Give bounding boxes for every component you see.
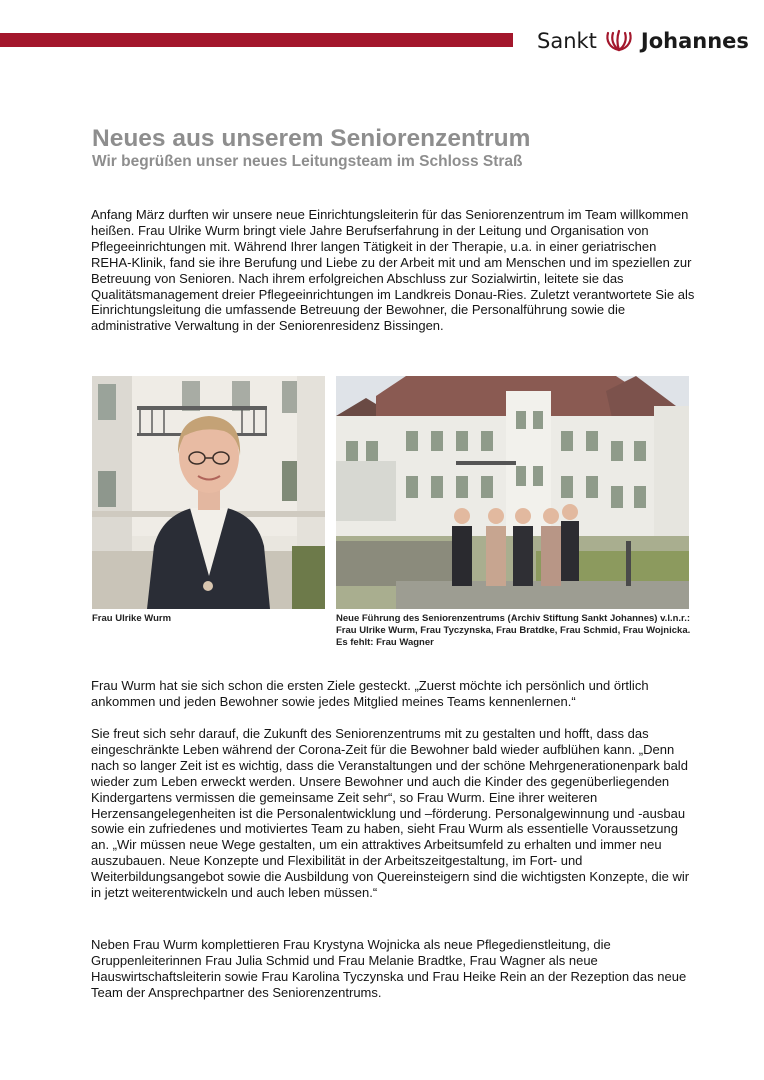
- paragraph-goals: Frau Wurm hat sie sich schon die ersten Ziele gesteckt. „Zuerst möchte ich persönlich und örtlich ankommen und jeden Bewohner sowie jedes Mitglied meines Teams kennenlernen.“: [91, 678, 649, 709]
- sankt-johannes-logo-icon: [603, 28, 635, 54]
- paragraph-future: Sie freut sich sehr darauf, die Zukunft des Seniorenzentrums mit zu gestalten und hofft, dass das eingeschränkte Leben während der Corona-Zeit für die Bewohner bald wieder aufblühen kann. „Denn nach so langer Zeit ist es wichtig, dass die Veranstaltungen und der schöne Mehrgenerationenpark bald wieder zum Leben erweckt werden. Unsere Bewohner und auch die Kinder des gegenüberliegenden Kindergartens vermissen die gemeinsame Zeit sehr“, so Frau Wurm. Eine ihrer weiteren Herzensangelegenheiten ist die Personalentwicklung und –förderung. Personalgewinnung und -ausbau sowie ein zufriedenes und motiviertes Team zu haben, sieht Frau Wurm als essentielle Voraussetzung an. „Wir müssen neue Wege gestalten, um ein attraktives Arbeitsumfeld zu erhalten und immer neu auszubauen. Neue Konzepte und Flexibilität in der Arbeitszeitgestaltung, im Fort- und Weiterbildungsangebot sowie die Ausbildung von Quereinsteigern sind die wichtigsten Konzepte, die wir in jetzt weiterentwickeln und auch leben müssen.“: [91, 726, 690, 901]
- paragraph-intro: Anfang März durften wir unsere neue Einrichtungsleiterin für das Seniorenzentrum im Team willkommen heißen. Frau Ulrike Wurm bringt viele Jahre Berufserfahrung in der Leitung und Organisation von Pflegeeinrichtungen mit. Während Ihrer langen Tätigkeit in der Therapie, u.a. in einer geriatrischen REHA-Klinik, fand sie ihre Berufung und Liebe zu der Arbeit mit und am Menschen und im speziellen zur Betreuung von Senioren. Nach ihrem erfolgreichen Abschluss zur Sozialwirtin, leitete sie das Qualitätsmanagement dreier Pflegeeinrichtungen im Landkreis Donau-Ries. Zuletzt verantwortete Sie als Einrichtungsleitung die umfassende Betreuung der Bewohner, die Personalführung sowie die administrative Verwaltung in der Seniorenresidenz Bissingen.: [91, 207, 695, 334]
- portrait-caption: Frau Ulrike Wurm: [92, 613, 172, 624]
- team-photo: [336, 376, 689, 609]
- brand-word-sankt: Sankt: [537, 29, 597, 53]
- paragraph-team: Neben Frau Wurm komplettieren Frau Krystyna Wojnicka als neue Pflegedienstleitung, die Gruppenleiterinnen Frau Julia Schmid und Frau Melanie Bradtke, Frau Wagner als neue Hauswirtschaftsleiterin sowie Frau Karolina Tyczynska und Frau Heike Rein an der Rezeption das neue Team der Ansprechpartner des Seniorenzentrums.: [91, 937, 687, 1000]
- article-title: Neues aus unserem Seniorenzentrum: [92, 125, 531, 152]
- brand-color-bar: [0, 33, 513, 47]
- brand-word-johannes: Johannes: [640, 29, 749, 53]
- portrait-photo: [92, 376, 325, 609]
- article-subtitle: Wir begrüßen unser neues Leitungsteam im Schloss Straß: [92, 153, 523, 170]
- team-photo-caption: Neue Führung des Seniorenzentrums (Archiv Stiftung Sankt Johannes) v.l.n.r.: Frau Ulrike Wurm, Frau Tyczynska, Frau Bratdke, Frau Schmid, Frau Wojnicka. Es fehlt: Frau Wagner: [336, 613, 691, 648]
- brand-logo: [537, 26, 749, 56]
